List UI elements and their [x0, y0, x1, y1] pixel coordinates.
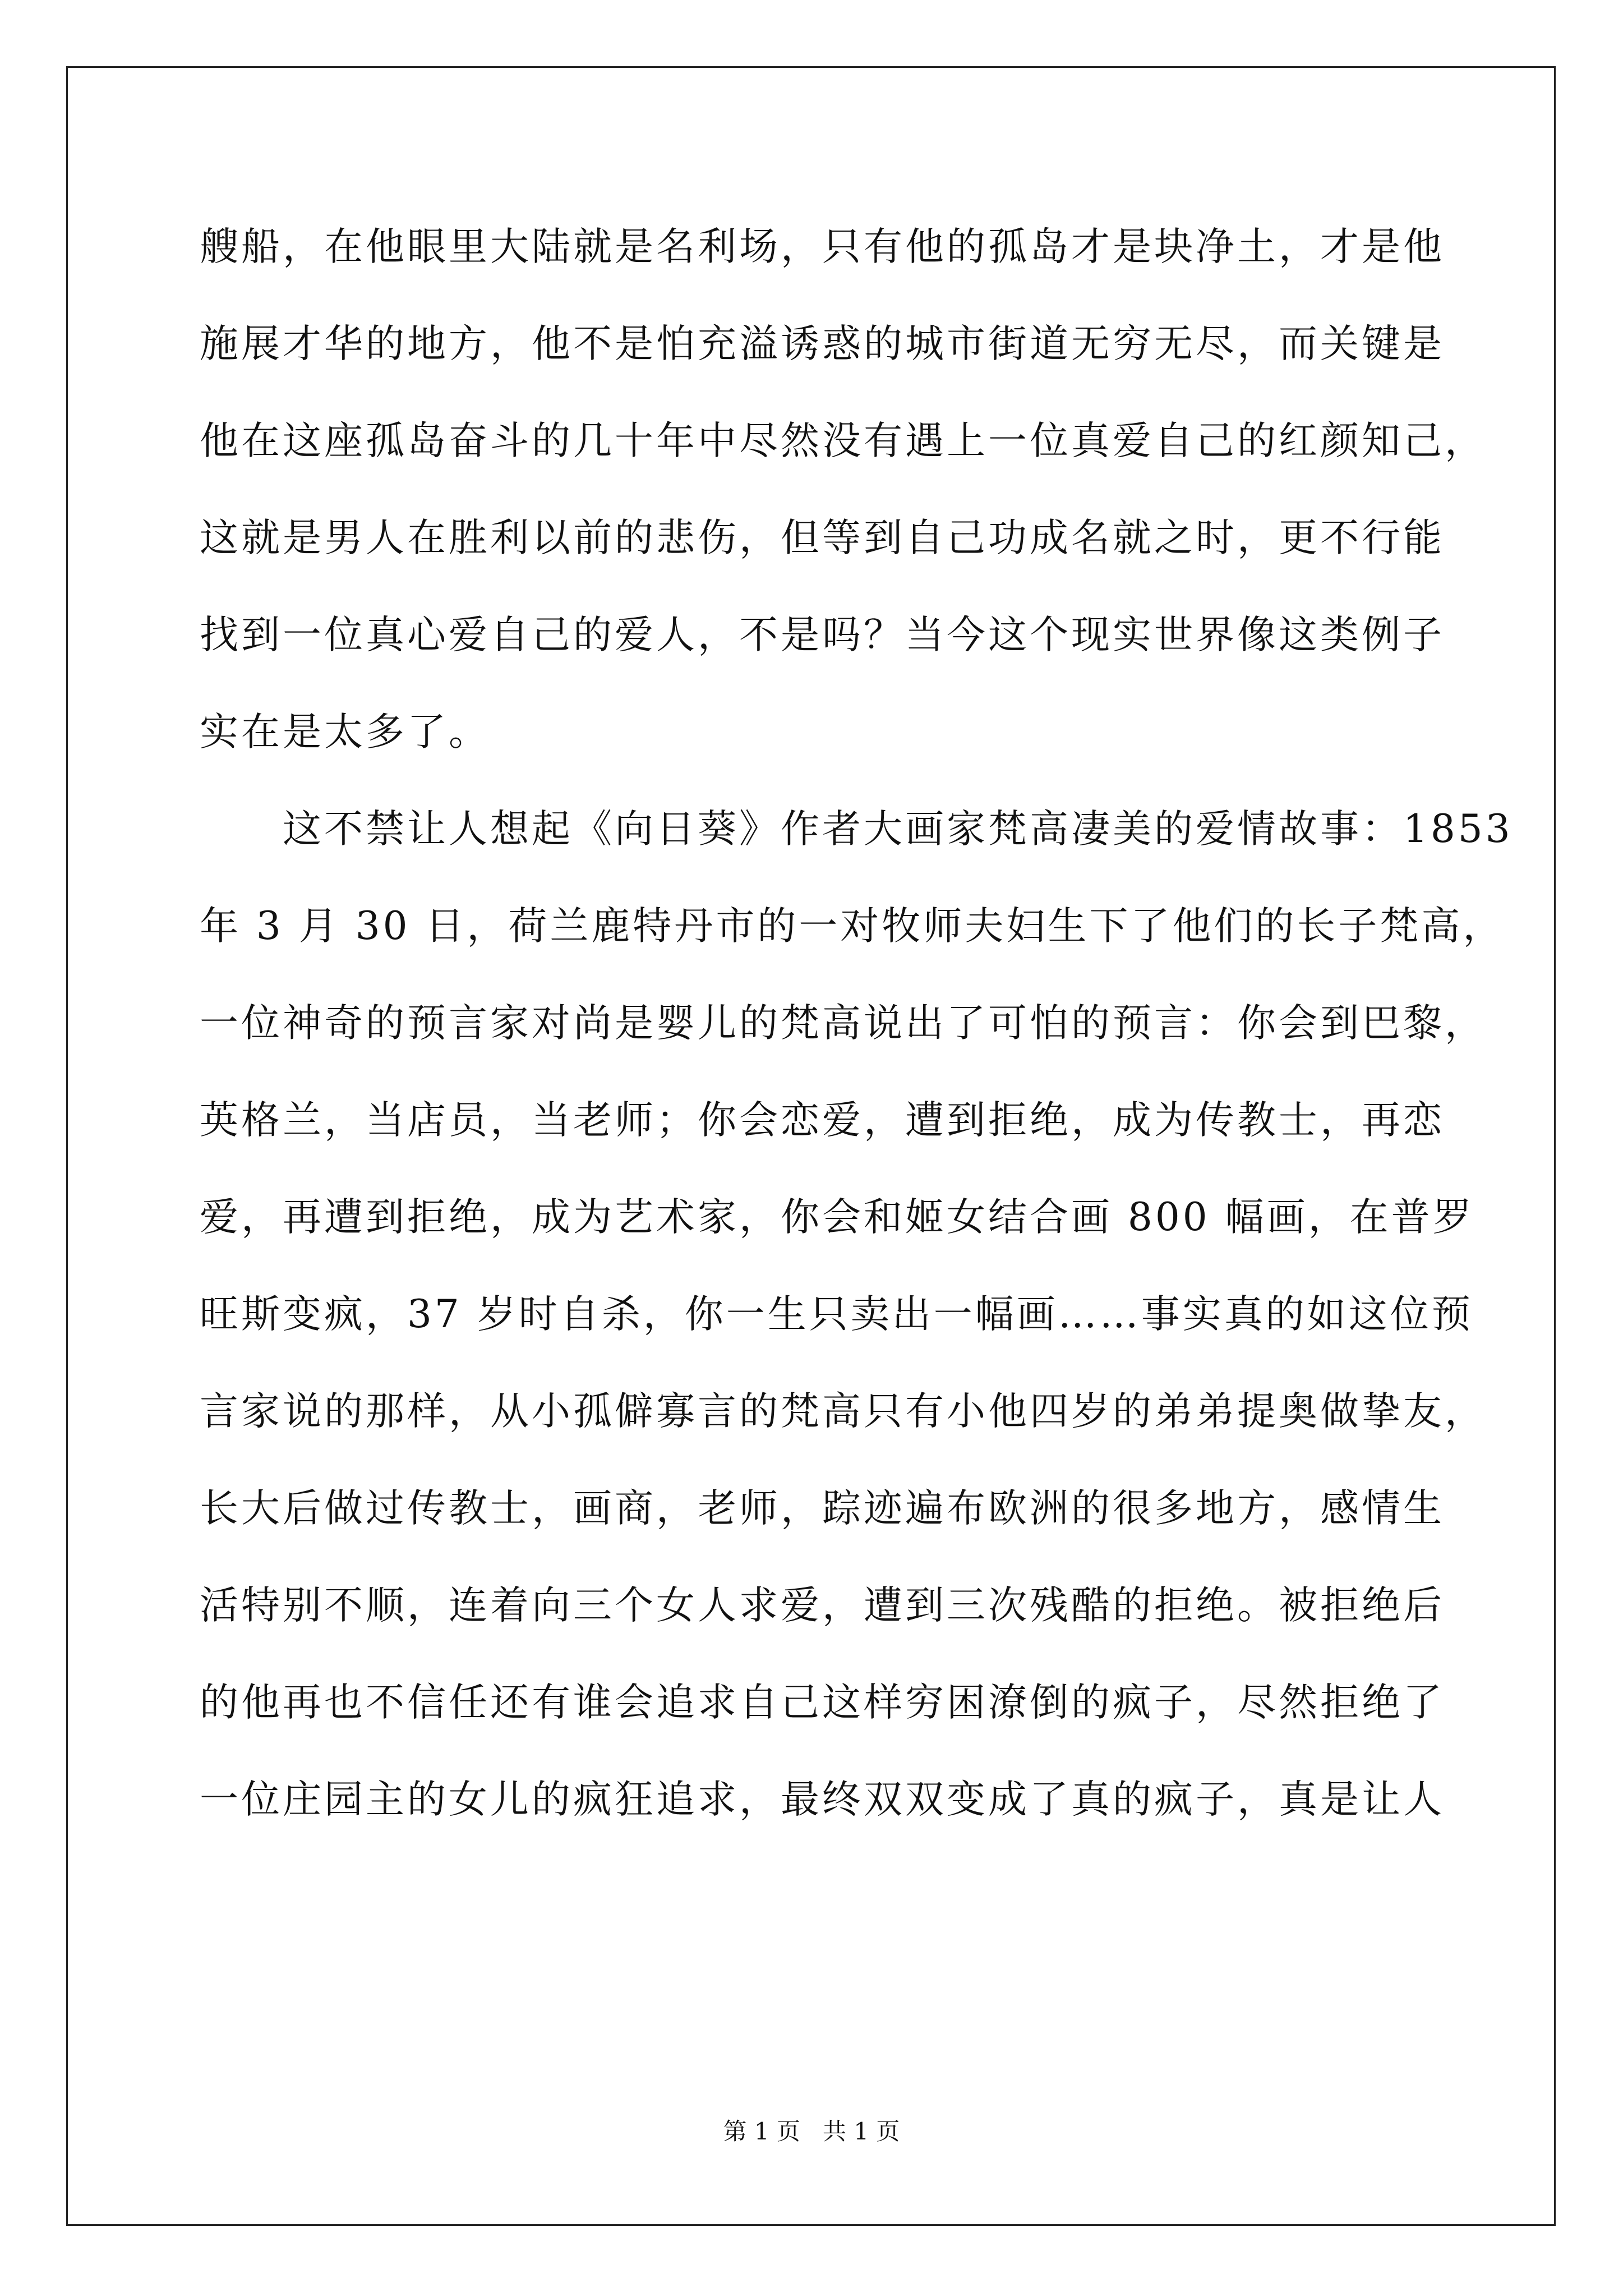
text-line: 实在是太多了。 [200, 710, 490, 754]
text-line: 活特别不顺，连着向三个女人求爱，遭到三次残酷的拒绝。被拒绝后 [200, 1583, 1445, 1628]
text-line: 艘船，在他眼里大陆就是名利场，只有他的孤岛才是块净土，才是他 [200, 224, 1445, 269]
text-line: 年 3 月 30 日，荷兰鹿特丹市的一对牧师夫妇生下了他们的长子梵高， [200, 904, 1505, 949]
page-number: 第 1 页 [723, 2118, 800, 2145]
text-line: 这就是男人在胜利以前的悲伤，但等到自己功成名就之时，更不行能 [200, 516, 1445, 560]
page-total: 共 1 页 [823, 2118, 900, 2145]
text-line: 找到一位真心爱自己的爱人，不是吗？当今这个现实世界像这类例子 [200, 613, 1445, 657]
text-line: 他在这座孤岛奋斗的几十年中尽然没有遇上一位真爱自己的红颜知己， [200, 418, 1486, 463]
text-line: 一位庄园主的女儿的疯狂追求，最终双双变成了真的疯子，真是让人 [200, 1777, 1445, 1822]
text-line: 施展才华的地方，他不是怕充溢诱惑的城市街道无穷无尽，而关键是 [200, 321, 1445, 366]
text-line: 长大后做过传教士，画商，老师，踪迹遍布欧洲的很多地方，感情生 [200, 1486, 1445, 1531]
text-line: 爱，再遭到拒绝，成为艺术家，你会和姬女结合画 800 幅画，在普罗 [200, 1195, 1474, 1240]
page-footer [0, 2115, 1623, 2148]
paragraph-first-line: 这不禁让人想起《向日葵》作者大画家梵高凄美的爱情故事：1853 [283, 807, 1513, 852]
text-line: 言家说的那样，从小孤僻寡言的梵高只有小他四岁的弟弟提奥做挚友， [200, 1389, 1486, 1434]
text-line: 旺斯变疯，37 岁时自杀，你一生只卖出一幅画……事实真的如这位预 [200, 1292, 1473, 1337]
text-line: 的他再也不信任还有谁会追求自己这样穷困潦倒的疯子，尽然拒绝了 [200, 1680, 1445, 1725]
text-line: 英格兰，当店员，当老师；你会恋爱，遭到拒绝，成为传教士，再恋 [200, 1098, 1445, 1143]
text-line: 一位神奇的预言家对尚是婴儿的梵高说出了可怕的预言：你会到巴黎， [200, 1001, 1486, 1046]
